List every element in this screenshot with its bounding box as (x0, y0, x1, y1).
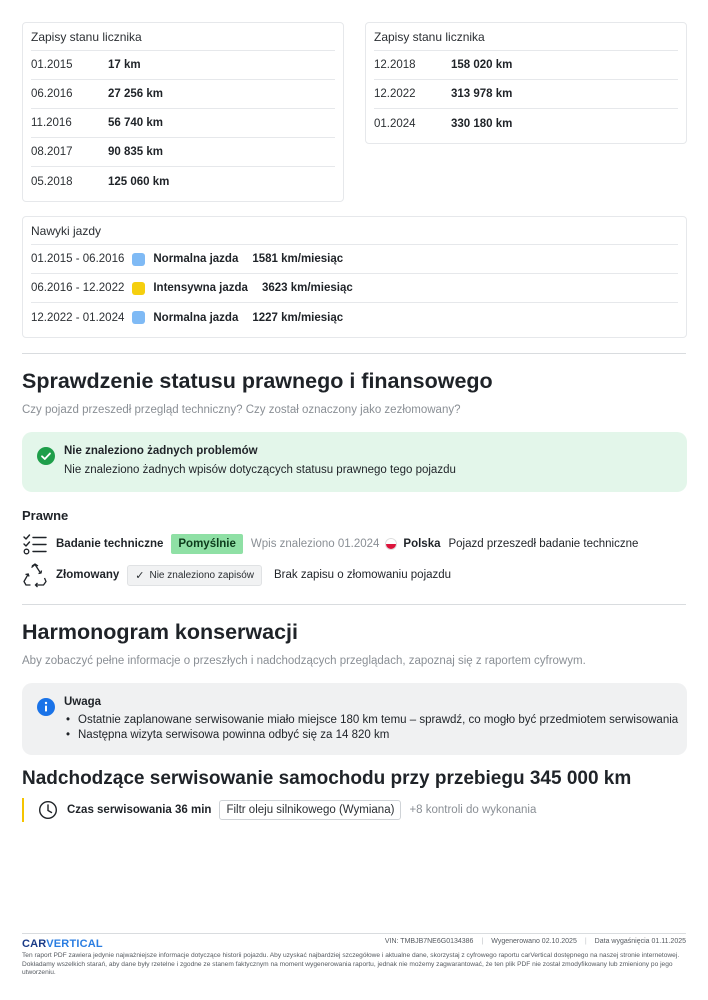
driving-rate: 3623 km/miesiąc (261, 282, 353, 294)
recycle-icon (22, 562, 48, 588)
legal-section-label: Prawne (22, 508, 69, 523)
carvertical-logo (22, 938, 103, 950)
driving-color-swatch (132, 311, 145, 324)
service-time: Czas serwisowania 36 min (67, 804, 212, 816)
driving-habits-card (22, 216, 687, 338)
maintenance-heading: Harmonogram konserwacji (22, 620, 299, 644)
inspection-country: Polska (403, 538, 441, 550)
footer-separator: | (481, 938, 484, 945)
odometer-date: 12.2022 (374, 88, 416, 100)
scrapped-label: Złomowany (56, 569, 120, 581)
driving-row (31, 245, 678, 274)
odometer-date: 01.2015 (31, 59, 73, 71)
logo-part: CAR (22, 938, 47, 950)
driving-color-swatch (132, 282, 145, 295)
odometer-row (31, 109, 335, 138)
scrapped-row (22, 562, 451, 588)
inspection-row (22, 531, 638, 557)
odometer-km: 158 020 km (451, 59, 513, 71)
odometer-card-title: Zapisy stanu licznika (31, 23, 335, 51)
checkmark-icon: ✓ (135, 569, 145, 582)
footer-vin: VIN: TMBJB7NE6G0134386 (384, 938, 474, 945)
poland-flag-icon (385, 538, 397, 550)
odometer-row (374, 109, 678, 138)
odometer-km: 330 180 km (451, 117, 513, 130)
odometer-date: 05.2018 (31, 175, 73, 188)
inspection-note: Pojazd przeszedł badanie techniczne (448, 538, 639, 550)
upcoming-service-row (22, 798, 536, 822)
driving-rate: 1227 km/miesiąc (252, 311, 344, 324)
footer-divider (22, 933, 686, 934)
odometer-row (31, 167, 335, 196)
no-problems-title: Nie znaleziono żadnych problemów (64, 445, 258, 457)
notice-title: Uwaga (64, 696, 102, 708)
clock-icon (38, 800, 58, 820)
inspection-found-date: Wpis znaleziono 01.2024 (250, 538, 380, 550)
driving-type: Normalna jazda (153, 311, 239, 324)
odometer-date: 12.2018 (374, 59, 416, 71)
driving-range: 01.2015 - 06.2016 (31, 253, 125, 265)
driving-type: Intensywna jazda (153, 282, 248, 294)
odometer-km: 313 978 km (451, 88, 513, 100)
scrapped-status-text: Nie znaleziono zapisów (149, 569, 254, 581)
footer-generated: Wygenerowano 02.10.2025 (491, 938, 577, 945)
odometer-row (374, 80, 678, 109)
odometer-km: 90 835 km (108, 146, 163, 158)
driving-row (31, 303, 678, 332)
inspection-label: Badanie techniczne (56, 538, 164, 550)
no-problems-text: Nie znaleziono żadnych wpisów dotyczących statusu prawnego tego pojazdu (64, 464, 456, 476)
upcoming-service-heading: Nadchodzące serwisowanie samochodu przy przebiegu 345 000 km (22, 768, 632, 789)
scrapped-note: Brak zapisu o złomowaniu pojazdu (274, 569, 452, 581)
driving-habits-title: Nawyki jazdy (31, 217, 678, 245)
odometer-km: 17 km (108, 59, 141, 71)
notice-item: • Następna wizyta serwisowa powinna odbyć się za 14 820 km (64, 728, 678, 743)
odometer-row (374, 51, 678, 80)
maintenance-notice (22, 683, 687, 755)
service-more-checks: +8 kontroli do wykonania (409, 804, 537, 816)
odometer-km: 27 256 km (108, 88, 163, 100)
section-divider (22, 353, 686, 354)
odometer-date: 06.2016 (31, 88, 73, 100)
odometer-row (31, 138, 335, 167)
footer-disclaimer: Ten raport PDF zawiera jedynie najważniejsze informacje dotyczące historii pojazdu. Aby uzyskać najbardziej szczegółowe i aktualne dane, skorzystaj z cyfrowego raportu carVertical dostępnego na naszej stronie internetowej. Dokładamy wszelkich starań, aby dane były rzetelne i zgodne ze stanem faktycznym na moment wygenerowania raportu, jednak nie możemy zagwarantować, że ten plik PDF nie został zmodyfikowany lub zmieniony po jego utworzeniu. (22, 952, 680, 976)
notice-list (64, 713, 678, 743)
odometer-date: 11.2016 (31, 117, 72, 129)
footer-expires: Data wygaśnięcia 01.11.2025 (594, 938, 686, 945)
driving-color-swatch (132, 253, 145, 266)
legal-subtitle: Czy pojazd przeszedł przegląd techniczny? Czy został oznaczony jako zezłomowany? (22, 404, 461, 416)
notice-item: • Ostatnie zaplanowane serwisowanie miało miejsce 180 km temu – sprawdź, co mogło być przedmiotem serwisowania (64, 713, 678, 728)
odometer-card-title: Zapisy stanu licznika (374, 23, 678, 51)
info-icon (37, 698, 55, 716)
odometer-date: 01.2024 (374, 117, 416, 130)
accent-bar (22, 798, 24, 822)
driving-row (31, 274, 678, 303)
footer-meta (385, 938, 686, 945)
driving-type: Normalna jazda (153, 253, 239, 265)
inspection-status-badge: Pomyślnie (171, 534, 243, 554)
legal-heading: Sprawdzenie statusu prawnego i finansowego (22, 369, 493, 393)
no-problems-banner (22, 432, 687, 492)
odometer-card-left (22, 22, 344, 202)
odometer-date: 08.2017 (31, 146, 73, 158)
section-divider (22, 604, 686, 605)
odometer-row (31, 51, 335, 80)
driving-rate: 1581 km/miesiąc (252, 253, 344, 265)
driving-range: 06.2016 - 12.2022 (31, 282, 125, 294)
driving-range: 12.2022 - 01.2024 (31, 311, 125, 324)
maintenance-subtitle: Aby zobaczyć pełne informacje o przeszłych i nadchodzących przeglądach, zapoznaj się z raportem cyfrowym. (22, 655, 586, 667)
scrapped-status-badge (127, 565, 262, 586)
service-task-chip: Filtr oleju silnikowego (Wymiana) (219, 800, 401, 820)
odometer-card-right (365, 22, 687, 144)
logo-part: VERTICAL (46, 938, 103, 950)
odometer-km: 125 060 km (108, 175, 170, 188)
check-circle-icon (37, 447, 55, 465)
odometer-row (31, 80, 335, 109)
checklist-icon (22, 531, 48, 557)
footer-separator: | (584, 938, 587, 945)
odometer-km: 56 740 km (108, 117, 163, 129)
